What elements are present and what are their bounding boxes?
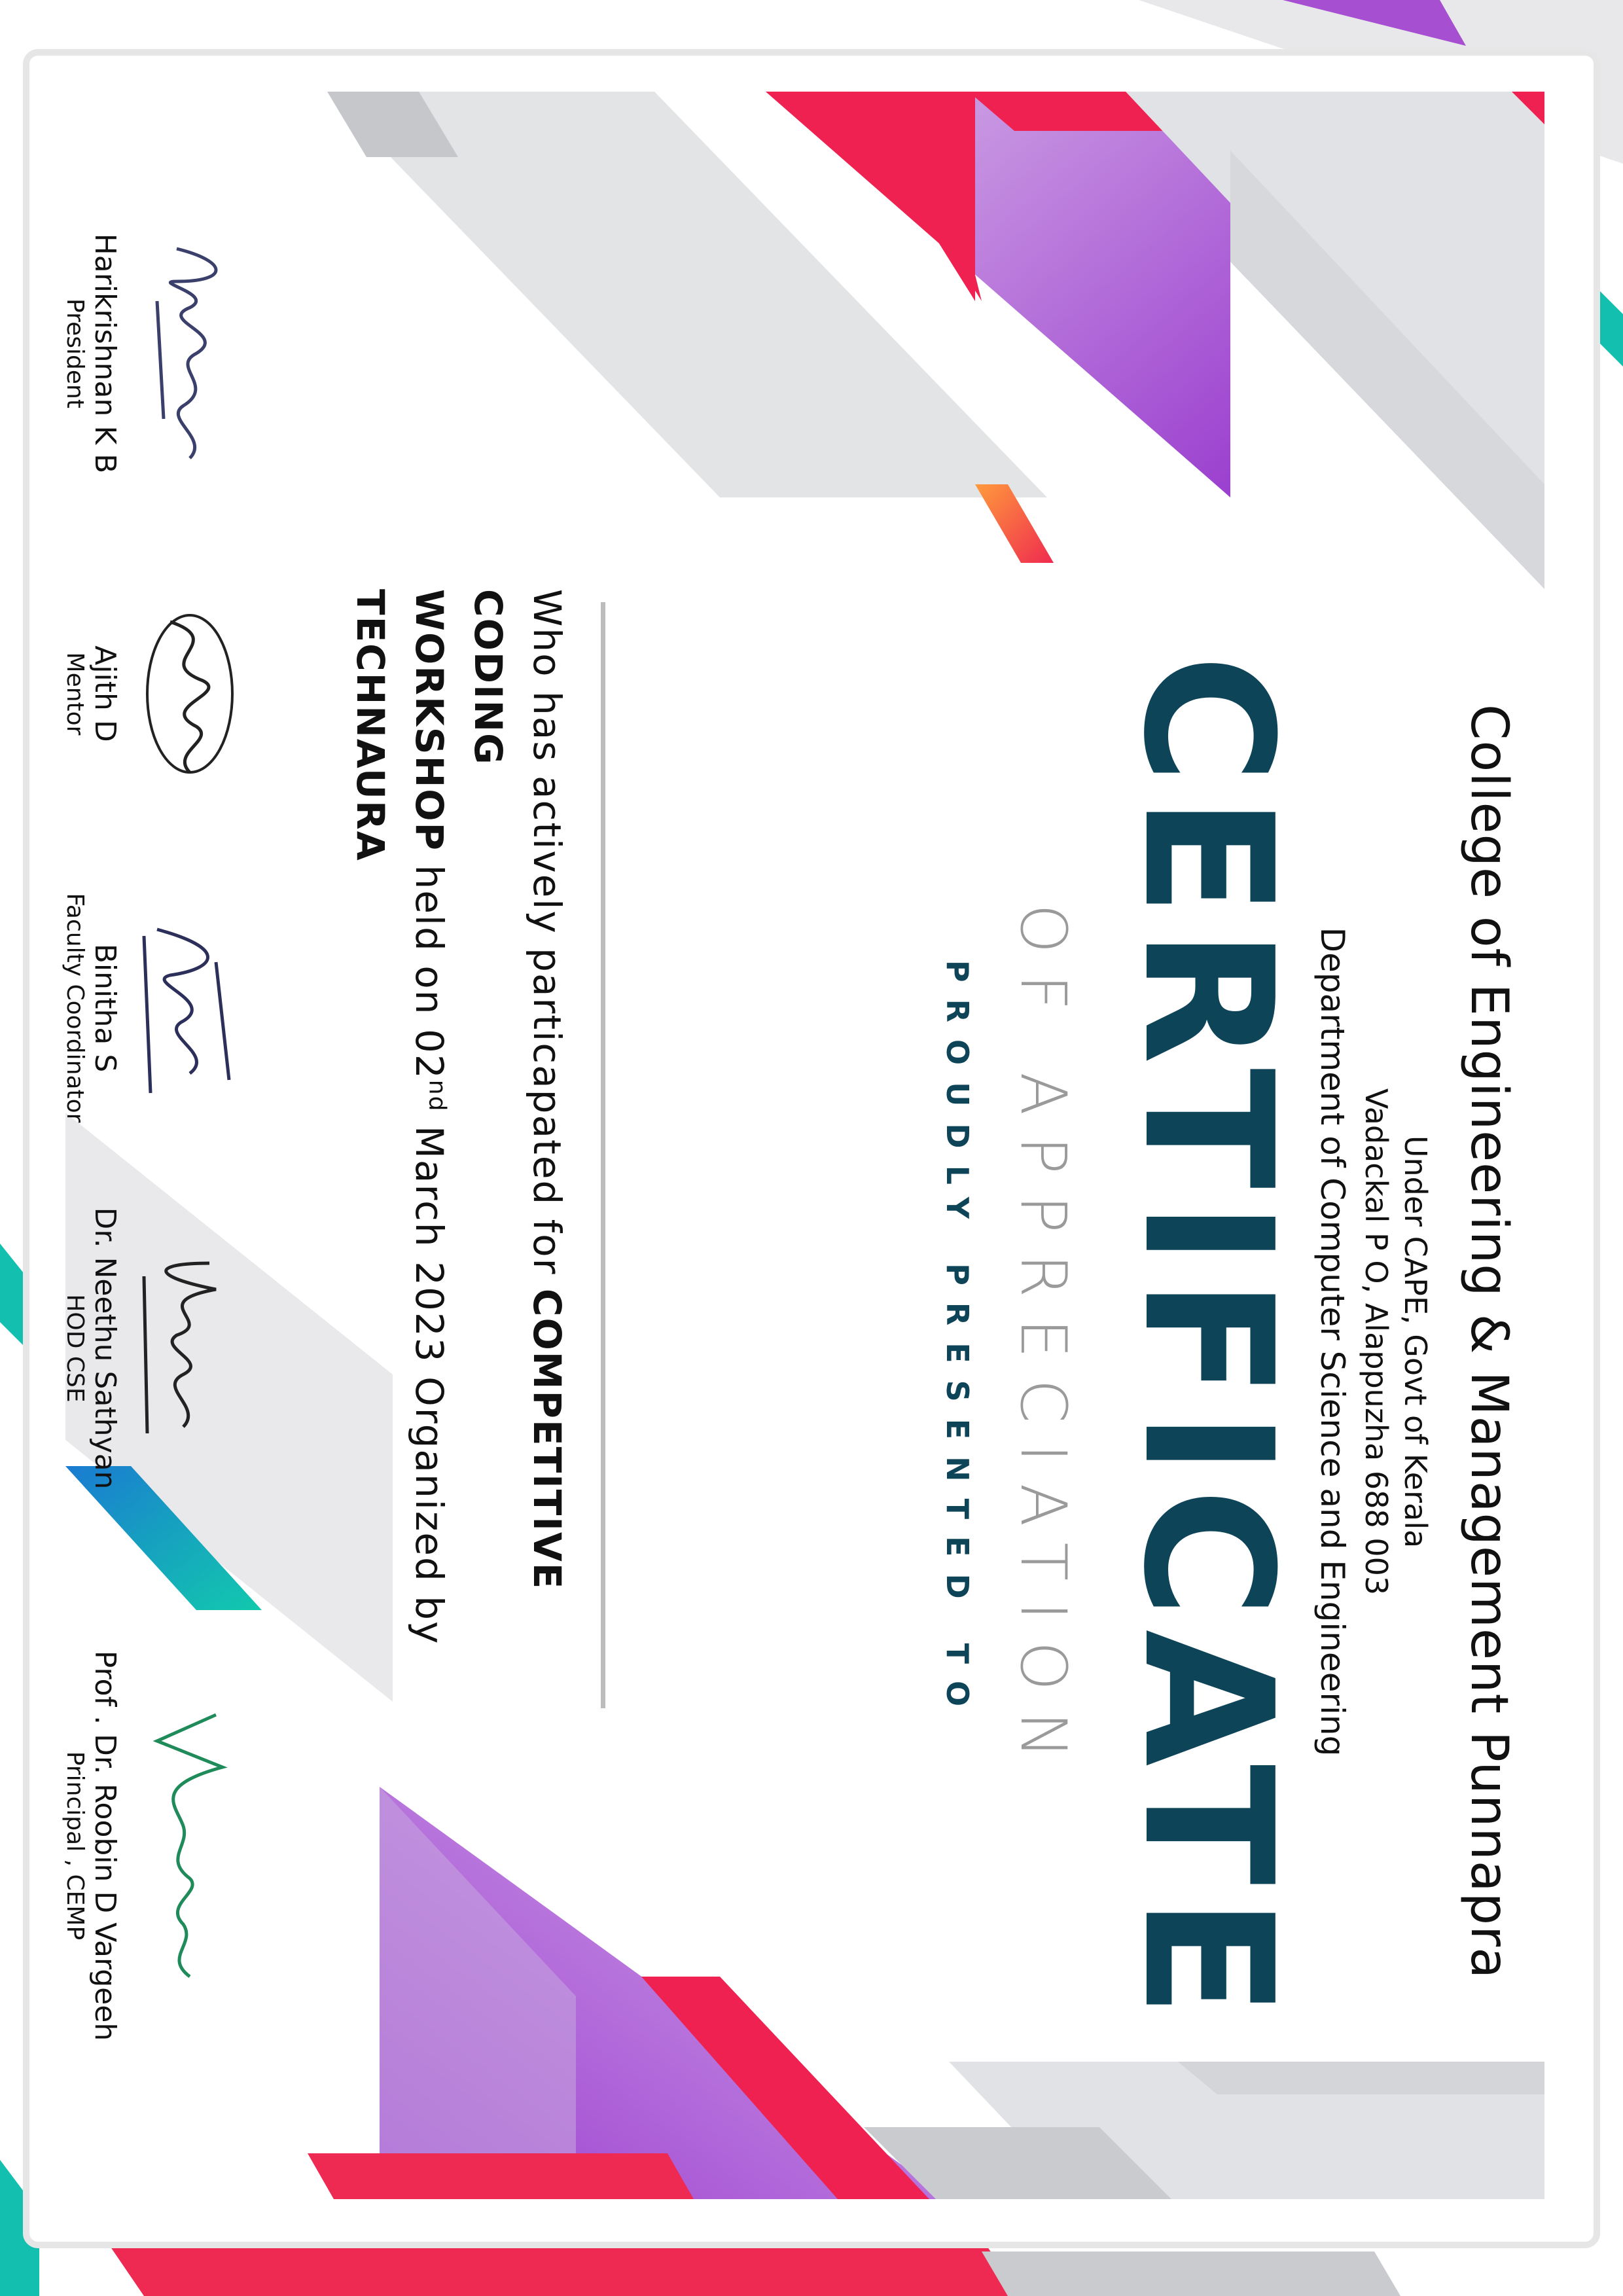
signatory-role: Principal , CEMP: [62, 1751, 88, 1941]
signature-hod: [124, 1237, 255, 1460]
signatory-name: Prof . Dr. Roobin D Vargeeh: [88, 1650, 122, 2041]
signatory-name: Ajith D: [88, 645, 122, 742]
signature-principal: [124, 1695, 255, 1996]
address-line: Vadackal P O, Alappuzha 688 003: [1359, 1088, 1394, 1596]
signature-president: [124, 223, 255, 484]
signature-block-faculty-coordinator: [62, 825, 255, 1191]
signature-block-mentor: [62, 576, 255, 812]
department-name: Department of Computer Science and Engineering: [1313, 927, 1351, 1757]
signatory-role: Faculty Coordinator: [62, 893, 88, 1123]
held-on-text: held on 02: [407, 852, 452, 1080]
event-name: COMPETITIVE CODING: [466, 589, 569, 1590]
certificate-subtitle: OF APPRECIATION: [1007, 904, 1080, 1780]
college-name: College of Engineering & Management Punnapra: [1459, 704, 1518, 1979]
signature-mentor: [124, 583, 255, 805]
certificate-body-text: [340, 589, 576, 1754]
affiliation-line: Under CAPE, Govt of Kerala: [1398, 1135, 1433, 1549]
event-name-cont: WORKSHOP: [407, 589, 452, 852]
recipient-name-line: [601, 602, 605, 1708]
presented-to-label: PROUDLY PRESENTED TO: [940, 960, 975, 1724]
date-ordinal: nd: [423, 1079, 451, 1113]
signatory-name: Harikrishnan K B: [88, 233, 122, 474]
signature-faculty-coordinator: [124, 897, 255, 1119]
signatory-role: HOD CSE: [62, 1294, 88, 1403]
organizer-name: TECHNAURA: [348, 589, 393, 862]
signatory-name: Binitha S: [88, 943, 122, 1073]
signatory-role: Mentor: [62, 652, 88, 736]
signature-block-hod: [62, 1165, 255, 1532]
certificate-title: CERTIFICATE: [1105, 654, 1311, 2030]
signatory-name: Dr. Neethu Sathyan: [88, 1207, 122, 1490]
signatory-role: President: [62, 298, 88, 408]
signature-block-president: [62, 196, 255, 511]
body-prefix: Who has actively particapated for: [525, 589, 569, 1289]
signature-block-principal: [62, 1597, 255, 2094]
date-rest: March 2023 Organized by: [407, 1112, 452, 1645]
